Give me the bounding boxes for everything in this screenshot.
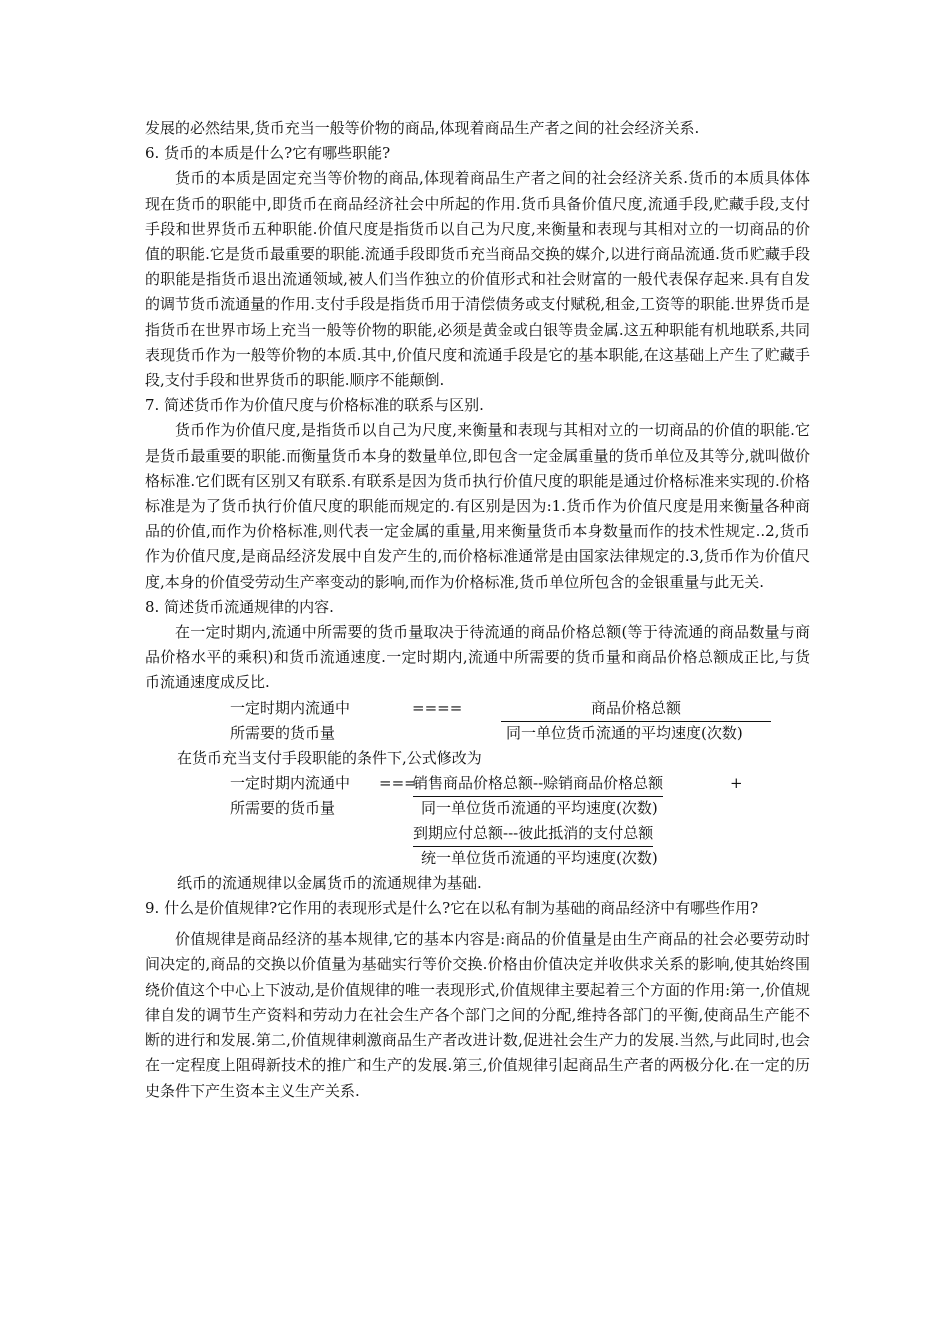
formula2-numerator1: 销售商品价格总额--赊销商品价格总额 xyxy=(413,771,663,797)
formula2-denominator2: 统一单位货币流通的平均速度(次数) xyxy=(421,848,658,867)
answer-6: 货币的本质是固定充当等价物的商品,体现着商品生产者之间的社会经济关系.货币的本质具体体现在货币的职能中,即货币在商品经济社会中所起的作用.货币具备价值尺度,流通手段,贮藏手段,支付手段和世界货币五种职能.价值尺度是指货币以自己为尺度,来衡量和表现与其相对立的一切商品的价值的职能.它是货币最重要的职能.流通手段即货币充当商品交换的媒介,以进行商品流通.货币贮藏手段的职能是指货币退出流通领域,被人们当作独立的价值形式和社会财富的一般代表保存起来.具有自发的调节货币流通量的作用.支付手段是指货币用于清偿债务或支付赋税,租金,工资等的职能.世界货币是指货币在世界市场上充当一般等价物的职能,必须是黄金或白银等贵金属.这五种职能有机地联系,共同表现货币作为一般等价物的本质.其中,价值尺度和流通手段是它的基本职能,在这基础上产生了贮藏手段,支付手段和世界货币的职能.顺序不能颠倒. xyxy=(145,169,810,390)
formula-intro: 在货币充当支付手段职能的条件下,公式修改为 xyxy=(177,748,482,767)
money-circulation-formula xyxy=(145,696,810,746)
formula1-lhs-line2: 所需要的货币量 xyxy=(230,723,336,742)
question-8: 8. 简述货币流通规律的内容. xyxy=(145,597,334,616)
formula1-denominator: 同一单位货币流通的平均速度(次数) xyxy=(506,723,743,742)
question-6: 6. 货币的本质是什么?它有哪些职能? xyxy=(145,144,391,163)
formula1-numerator: 商品价格总额 xyxy=(501,696,771,722)
formula2-numerator2: 到期应付总额---彼此抵消的支付总额 xyxy=(413,821,653,847)
paragraph-continued: 发展的必然结果,货币充当一般等价物的商品,体现着商品生产者之间的社会经济关系. xyxy=(145,119,700,137)
formula1-lhs-line1: 一定时期内流通中 xyxy=(230,698,351,717)
answer-8: 在一定时期内,流通中所需要的货币量取决于待流通的商品价格总额(等于待流通的商品数量与商品价格水平的乘积)和货币流通速度.一定时期内,流通中所需要的货币量和商品价格总额成正比,与货币流通速度成反比. xyxy=(145,623,810,692)
paper-money-note: 纸币的流通规律以金属货币的流通规律为基础. xyxy=(177,873,482,892)
formula2-equals: === xyxy=(379,773,417,792)
question-7: 7. 简述货币作为价值尺度与价格标准的联系与区别. xyxy=(145,396,484,415)
formula2-lhs-line1: 一定时期内流通中 xyxy=(230,773,351,792)
formula2-denominator1: 同一单位货币流通的平均速度(次数) xyxy=(421,798,658,817)
formula2-plus: + xyxy=(730,773,743,792)
formula1-equals: ==== xyxy=(412,698,463,717)
document-body xyxy=(145,116,810,1104)
payment-money-formula xyxy=(145,771,810,871)
formula2-lhs-line2: 所需要的货币量 xyxy=(230,798,336,817)
answer-9: 价值规律是商品经济的基本规律,它的基本内容是:商品的价值量是由生产商品的社会必要劳动时间决定的,商品的交换以价值量为基础实行等价交换.价格由价值决定并收供求关系的影响,使其始终围绕价值这个中心上下波动,是价值规律的唯一表现形式,价值规律主要起着三个方面的作用:第一,价值规律自发的调节生产资料和劳动力在社会生产各个部门之间的分配,维持各部门的平衡,使商品生产能不断的进行和发展.第二,价值规律刺激商品生产者改进计数,促进社会生产力的发展.当然,与此同时,也会在一定程度上阻碍新技术的推广和生产的发展.第三,价值规律引起商品生产者的两极分化.在一定的历史条件下产生资本主义生产关系. xyxy=(145,930,810,1100)
question-9: 9. 什么是价值规律?它作用的表现形式是什么?它在以私有制为基础的商品经济中有哪些作用? xyxy=(145,899,759,918)
answer-7: 货币作为价值尺度,是指货币以自己为尺度,来衡量和表现与其相对立的一切商品的价值的职能.它是货币最重要的职能.而衡量货币本身的数量单位,即包含一定金属重量的货币单位及其等分,就叫做价格标准.它们既有区别又有联系.有联系是因为货币执行价值尺度的职能是通过价格标准来实现的.价格标准是为了货币执行价值尺度的职能而规定的.有区别是因为:1.货币作为价值尺度是用来衡量各种商品的价值,而作为价格标准,则代表一定金属的重量,用来衡量货币本身数量而作的技术性规定..2,货币作为价值尺度,是商品经济发展中自发产生的,而价格标准通常是由国家法律规定的.3,货币作为价值尺度,本身的价值受劳动生产率变动的影响,而作为价格标准,货币单位所包含的金银重量与此无关. xyxy=(145,421,810,591)
